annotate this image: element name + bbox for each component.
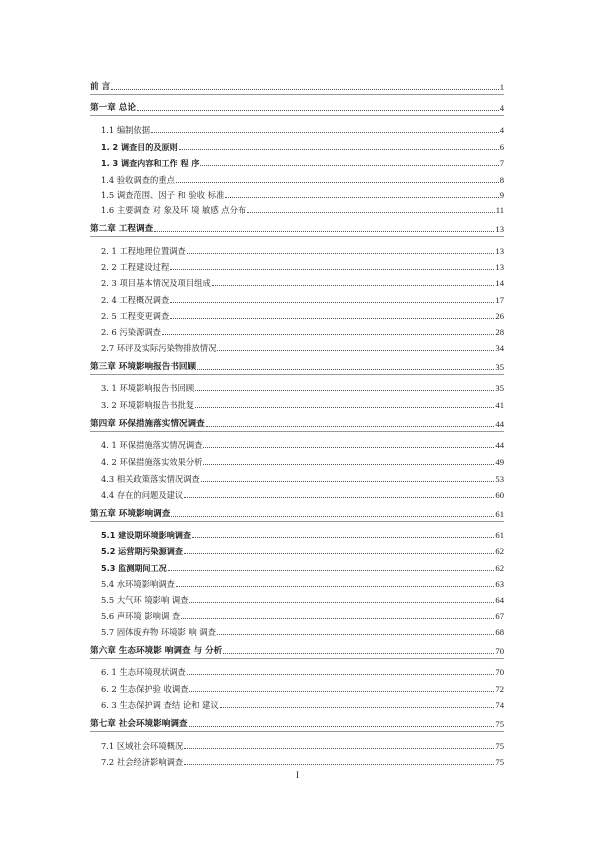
- toc-entry-title: 5.6 声环境 影响调 查: [101, 611, 181, 621]
- toc-page-number: 75: [495, 757, 504, 767]
- page-number: I: [296, 770, 299, 780]
- toc-chapter-entry[interactable]: [90, 221, 504, 235]
- toc-page-number: 44: [495, 440, 504, 450]
- dot-leader: [151, 132, 499, 133]
- toc-section-entry[interactable]: [90, 139, 504, 153]
- toc-page-number: 75: [495, 719, 504, 729]
- toc-page-number: 9: [499, 190, 504, 200]
- dot-leader: [195, 407, 494, 408]
- toc-page-number: 11: [495, 205, 504, 215]
- toc-section-entry[interactable]: [90, 608, 504, 622]
- toc-chapter-entry[interactable]: [90, 506, 504, 520]
- dot-leader: [225, 197, 498, 198]
- dot-leader: [189, 691, 494, 692]
- dot-leader: [223, 653, 494, 654]
- toc-section-entry[interactable]: [90, 397, 504, 411]
- toc-entry-title: 4.3 相关政策落实情况调查: [101, 474, 200, 484]
- toc-entry-title: 2. 5 工程变更调查: [101, 311, 170, 321]
- toc-section-entry[interactable]: [90, 527, 504, 541]
- toc-entry-title: 4. 2 环保措施落实效果分析: [101, 457, 203, 467]
- toc-page-number: 49: [495, 457, 504, 467]
- dot-leader: [203, 447, 494, 448]
- toc-entry-title: 第四章 环保措施落实情况调查: [90, 419, 205, 429]
- dot-leader: [154, 231, 494, 232]
- toc-entry-title: 3. 1 环境影响报告书回顾: [101, 383, 195, 393]
- toc-section-entry[interactable]: [90, 543, 504, 557]
- toc-page-number: 8: [499, 175, 504, 185]
- toc-page-number: 26: [495, 311, 504, 321]
- toc-entry-title: 第七章 社会环境影响调查: [90, 719, 188, 729]
- divider-line: [90, 236, 504, 237]
- toc-page-number: 35: [495, 383, 504, 393]
- toc-entry-title: 第三章 环境影响报告书回顾: [90, 362, 197, 372]
- dot-leader: [200, 165, 498, 166]
- dot-leader: [247, 212, 495, 213]
- toc-chapter-entry[interactable]: [90, 643, 504, 657]
- toc-entry-title: 2. 4 工程概况调查: [101, 295, 170, 305]
- toc-entry-title: 2. 3 项目基本情况及项目组成: [101, 278, 211, 288]
- toc-chapter-entry[interactable]: [90, 359, 504, 373]
- toc-page-number: 41: [495, 400, 504, 410]
- toc-entry-title: 6. 2 生态保护验 收调查: [101, 684, 189, 694]
- toc-entry-title: 2. 1 工程地理位置调查: [101, 246, 186, 256]
- toc-section-entry[interactable]: [90, 172, 504, 186]
- divider-line: [90, 94, 504, 95]
- dot-leader: [195, 390, 494, 391]
- toc-section-entry[interactable]: [90, 697, 504, 711]
- toc-section-entry[interactable]: [90, 487, 504, 501]
- toc-entry-title: 第五章 环境影响调查: [90, 509, 171, 519]
- toc-section-entry[interactable]: [90, 754, 504, 768]
- toc-section-entry[interactable]: [90, 681, 504, 695]
- toc-page-number: 34: [495, 343, 504, 353]
- toc-entry-title: 前 言: [90, 82, 111, 92]
- toc-section-entry[interactable]: [90, 243, 504, 257]
- dot-leader: [181, 618, 494, 619]
- toc-entry-title: 7.2 社会经济影响调查: [101, 757, 184, 767]
- dot-leader: [189, 602, 494, 603]
- toc-entry-title: 5.4 水环境影响调查: [101, 579, 175, 589]
- toc-page-number: 67: [495, 611, 504, 621]
- toc-page-number: 68: [495, 627, 504, 637]
- toc-page-number: 62: [495, 563, 504, 573]
- toc-section-entry[interactable]: [90, 155, 504, 169]
- toc-entry-title: 5.3 监测期间工况: [101, 563, 167, 573]
- toc-section-entry[interactable]: [90, 275, 504, 289]
- divider-line: [90, 658, 504, 659]
- toc-page-number: 74: [495, 700, 504, 710]
- toc-entry-title: 1. 3 调查内容和工作 程 序: [101, 158, 200, 168]
- toc-page-number: 7: [499, 158, 504, 168]
- toc-section-entry[interactable]: [90, 259, 504, 273]
- toc-entry-title: 1. 2 调查目的及原则: [101, 142, 178, 152]
- toc-entry-title: 5.1 建设期环境影响调查: [101, 530, 192, 540]
- toc-page-number: 13: [495, 246, 504, 256]
- toc-section-entry[interactable]: [90, 560, 504, 574]
- dot-leader: [187, 674, 495, 675]
- toc-section-entry[interactable]: [90, 592, 504, 606]
- toc-section-entry[interactable]: [90, 324, 504, 338]
- toc-section-entry[interactable]: [90, 471, 504, 485]
- toc-chapter-entry[interactable]: [90, 416, 504, 430]
- divider-line: [90, 431, 504, 432]
- dot-leader: [187, 253, 495, 254]
- toc-entry-title: 第一章 总论: [90, 103, 136, 113]
- toc-section-entry[interactable]: [90, 437, 504, 451]
- toc-page-number: 63: [495, 579, 504, 589]
- toc-page-number: 64: [495, 595, 504, 605]
- toc-chapter-entry[interactable]: [90, 79, 504, 93]
- toc-section-entry[interactable]: [90, 122, 504, 136]
- divider-line: [90, 115, 504, 116]
- toc-page-number: 53: [495, 474, 504, 484]
- toc-page-number: 28: [495, 327, 504, 337]
- toc-page-number: 13: [495, 262, 504, 272]
- toc-entry-title: 7.1 区域社会环境概况: [101, 741, 184, 751]
- toc-page-number: 35: [495, 362, 504, 372]
- dot-leader: [212, 285, 495, 286]
- dot-leader: [203, 464, 494, 465]
- toc-entry-title: 5.2 运营期污染源调查: [101, 546, 183, 556]
- dot-leader: [111, 89, 499, 90]
- toc-page-number: 14: [495, 278, 504, 288]
- dot-leader: [201, 481, 495, 482]
- dot-leader: [170, 318, 494, 319]
- dot-leader: [162, 334, 494, 335]
- dot-leader: [179, 149, 499, 150]
- divider-line: [90, 521, 504, 522]
- toc-page-number: 62: [495, 546, 504, 556]
- toc-chapter-entry[interactable]: [90, 100, 504, 114]
- toc-entry-title: 5.7 固体废弃物 环境影 响 调查: [101, 627, 217, 637]
- toc-entry-title: 5.5 大气环 境影响 调查: [101, 595, 189, 605]
- toc-page-number: 70: [495, 667, 504, 677]
- toc-entry-title: 1.1 编制依据: [101, 125, 151, 135]
- dot-leader: [170, 269, 494, 270]
- toc-page-number: 1: [499, 82, 504, 92]
- toc-page-number: 61: [495, 530, 504, 540]
- toc-section-entry[interactable]: [90, 664, 504, 678]
- toc-section-entry[interactable]: [90, 202, 504, 216]
- toc-entry-title: 2.7 环评及实际污染物排放情况: [101, 343, 217, 353]
- toc-page-number: 60: [495, 490, 504, 500]
- toc-entry-title: 第二章 工程调查: [90, 224, 154, 234]
- dot-leader: [184, 497, 494, 498]
- dot-leader: [220, 707, 495, 708]
- toc-section-entry[interactable]: [90, 624, 504, 638]
- toc-entry-title: 1.5 调查范围、因子 和 验收 标准: [101, 190, 225, 200]
- toc-page-number: 61: [495, 509, 504, 519]
- toc-page-number: 72: [495, 684, 504, 694]
- toc-page-number: 13: [495, 224, 504, 234]
- toc-entry-title: 4.4 存在的问题及建议: [101, 490, 184, 500]
- dot-leader: [189, 726, 495, 727]
- dot-leader: [176, 586, 494, 587]
- dot-leader: [192, 537, 494, 538]
- toc-section-entry[interactable]: [90, 340, 504, 354]
- toc-section-entry[interactable]: [90, 380, 504, 394]
- toc-entry-title: 6. 1 生态环境现状调查: [101, 667, 186, 677]
- toc-entry-title: 2. 6 污染源调查: [101, 327, 161, 337]
- toc-page-number: 70: [495, 646, 504, 656]
- dot-leader: [176, 182, 499, 183]
- toc-entry-title: 2. 2 工程建设过程: [101, 262, 170, 272]
- toc-section-entry[interactable]: [90, 738, 504, 752]
- dot-leader: [217, 634, 494, 635]
- toc-page-number: 4: [499, 125, 504, 135]
- toc-section-entry[interactable]: [90, 454, 504, 468]
- dot-leader: [206, 426, 495, 427]
- toc-entry-title: 6. 3 生态保护调 查结 论和 建议: [101, 700, 219, 710]
- toc-section-entry[interactable]: [90, 308, 504, 322]
- toc-page-number: 44: [495, 419, 504, 429]
- toc-chapter-entry[interactable]: [90, 716, 504, 730]
- toc-entry-title: 3. 2 环境影响报告书批复: [101, 400, 195, 410]
- dot-leader: [184, 748, 494, 749]
- dot-leader: [171, 516, 494, 517]
- divider-line: [90, 731, 504, 732]
- toc-page-number: 6: [499, 142, 504, 152]
- toc-entry-title: 1.4 验收调查的重点: [101, 175, 175, 185]
- dot-leader: [170, 302, 494, 303]
- dot-leader: [184, 764, 494, 765]
- dot-leader: [197, 369, 494, 370]
- toc-page-number: 4: [499, 103, 504, 113]
- dot-leader: [184, 553, 494, 554]
- toc-section-entry[interactable]: [90, 292, 504, 306]
- toc-entry-title: 第六章 生态环境影 响调查 与 分析: [90, 646, 223, 656]
- toc-section-entry[interactable]: [90, 576, 504, 590]
- toc-entry-title: 4. 1 环保措施落实情况调查: [101, 440, 203, 450]
- divider-line: [90, 374, 504, 375]
- dot-leader: [137, 110, 499, 111]
- toc-entry-title: 1.6 主要调查 对 象及环 境 敏感 点分布: [101, 205, 247, 215]
- toc-page-number: 75: [495, 741, 504, 751]
- toc-section-entry[interactable]: [90, 187, 504, 201]
- toc-page-number: 17: [495, 295, 504, 305]
- dot-leader: [217, 350, 494, 351]
- dot-leader: [168, 570, 495, 571]
